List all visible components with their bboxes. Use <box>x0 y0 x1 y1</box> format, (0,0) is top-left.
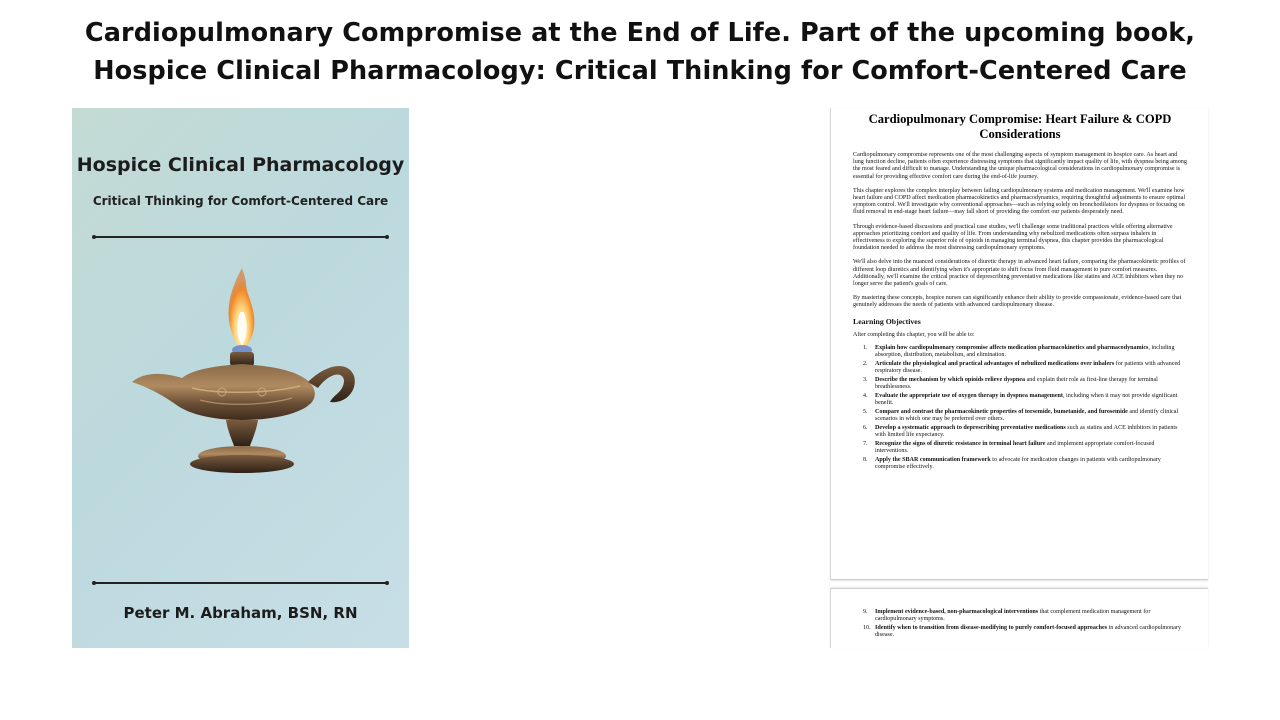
objective-number: 10. <box>863 625 871 631</box>
objective-bold-text: Identify when to transition from disease-modifying to purely comfort-focused approaches <box>875 625 1108 631</box>
objective-number: 8. <box>863 456 868 463</box>
cover-divider-bottom <box>94 582 387 584</box>
paragraph-3: Through evidence-based discussions and practical case studies, we'll challenge some traditional practices while offering alternative approaches prioritizing comfort and quality of life. From understanding why nebulized medications often surpass inhalers in effectiveness to exploring the superior role of opioids in managing terminal dyspnea, this chapter provides the pharmacological foundation needed to address the most distressing cardiopulmonary symptoms. <box>853 223 1173 252</box>
cover-title: Hospice Clinical Pharmacology <box>76 154 405 176</box>
objective-bold-text: Compare and contrast the pharmacokinetic properties of torsemide, bumetanide, and furosemide <box>875 408 1128 415</box>
objectives-heading: Learning Objectives <box>853 316 921 326</box>
headline-line-1: Cardiopulmonary Compromise at the End of Life. Part of the upcoming book, <box>84 18 1196 48</box>
objective-bold-text: Develop a systematic approach to deprescribing preventative medications <box>875 424 1066 431</box>
objective-number: 1. <box>863 344 868 351</box>
objective-text: such as statins and ACE inhibitors in patients with limited life expectancy. <box>875 424 1178 439</box>
document-body <box>853 152 1189 473</box>
objective-bold-text: Apply the SBAR communication framework <box>875 456 991 463</box>
objective-bold-text: Evaluate the appropriate use of oxygen therapy in dyspnea management <box>875 392 1063 399</box>
document-body-page-2 <box>853 609 1189 641</box>
objective-number: 4. <box>863 392 868 399</box>
cover-subtitle: Critical Thinking for Comfort-Centered Care <box>92 194 389 208</box>
objective-number: 6. <box>863 424 868 431</box>
objectives-list <box>853 345 1189 471</box>
objective-item <box>853 409 1189 423</box>
objective-item <box>853 393 1189 407</box>
objective-item <box>853 377 1189 391</box>
oil-lamp-image <box>122 268 362 488</box>
objective-text: in advanced cardiopulmonary disease. <box>875 625 1182 639</box>
objective-number: 3. <box>863 376 868 383</box>
objective-text: , including absorption, distribution, metabolism, and elimination. <box>875 344 1175 359</box>
objective-bold-text: Implement evidence-based, non-pharmacological interventions <box>875 609 1039 615</box>
objective-bold-text: Recognize the signs of diuretic resistance in terminal heart failure <box>875 440 1046 447</box>
objective-number: 5. <box>863 408 868 415</box>
cover-author: Peter M. Abraham, BSN, RN <box>123 604 358 622</box>
objective-item <box>853 345 1189 359</box>
objective-text: and identify clinical scenarios in which one may be preferred over others. <box>875 408 1179 423</box>
objective-text: and implement appropriate comfort-focused interventions. <box>875 440 1155 455</box>
objective-bold-text: Articulate the physiological and practical advantages of nebulized medications over inhalers <box>875 360 1115 367</box>
objectives-intro: After completing this chapter, you will be able to: <box>853 331 975 338</box>
book-cover <box>72 108 409 648</box>
objective-text: that complement medication management for cardiopulmonary symptoms. <box>875 609 1151 623</box>
document-page-1 <box>830 108 1208 580</box>
objective-text: and explain their role as first-line therapy for terminal breathlessness. <box>875 376 1158 391</box>
headline-line-2: Hospice Clinical Pharmacology: Critical Thinking for Comfort-Centered Care <box>93 56 1187 86</box>
document-page-2 <box>830 588 1208 648</box>
objective-text: for patients with advanced respiratory disease. <box>875 360 1181 375</box>
document-title: Cardiopulmonary Compromise: Heart Failure & COPD Considerations <box>868 112 1172 141</box>
objective-number: 2. <box>863 360 868 367</box>
objective-item <box>853 457 1189 471</box>
objective-item <box>853 441 1189 455</box>
objective-number: 9. <box>863 609 868 615</box>
objective-item <box>853 361 1189 375</box>
objective-text: , including when it may not provide significant benefit. <box>875 392 1178 407</box>
paragraph-2: This chapter explores the complex interplay between failing cardiopulmonary systems and medication management. We'll examine how heart failure and COPD affect medication pharmacokinetics and pharmacodynamics, requiring thoughtful adjustments to ensure optimal symptom control. We'll investigate why conventional approaches—such as relying solely on bronchodilators for dyspnea or focusing on fluid removal in end-stage heart failure—may fall short of providing the comfort our patients desperately need. <box>853 187 1186 216</box>
paragraph-5: By mastering these concepts, hospice nurses can significantly enhance their ability to provide compassionate, evidence-based care that genuinely addresses the needs of patients with advanced cardiopulmonary disease. <box>853 295 1182 309</box>
objective-bold-text: Explain how cardiopulmonary compromise affects medication pharmacokinetics and pharmacodynamics <box>875 344 1149 351</box>
objective-item <box>853 425 1189 439</box>
objective-item <box>853 609 1189 623</box>
objective-bold-text: Describe the mechanism by which opioids relieve dyspnea <box>875 376 1026 383</box>
paragraph-4: We'll also delve into the nuanced considerations of diuretic therapy in advanced heart failure, comparing the pharmacokinetic profiles of different loop diuretics and identifying when it's appropriate to shift focus from fluid management to pure comfort measures. Additionally, we'll examine the critical practice of deprescribing preventative medications like statins and ACE inhibitors when they no longer serve the patient's goals of care. <box>853 259 1186 288</box>
objective-number: 7. <box>863 440 868 447</box>
cover-divider-top <box>94 236 387 238</box>
objectives-list-continued <box>853 609 1189 639</box>
paragraph-1: Cardiopulmonary compromise represents one of the most challenging aspects of symptom management in hospice care. As heart and lung function decline, patients often experience distressing symptoms that significantly impact quality of life, with dyspnea being among the most feared and difficult to manage. Understanding the unique pharmacological considerations in cardiopulmonary compromise is essential for providing effective comfort care during the end-of-life journey. <box>853 152 1187 180</box>
objective-text: to advocate for medication changes in patients with cardiopulmonary compromise effectively. <box>875 456 1161 471</box>
headline <box>0 14 1280 90</box>
objective-item <box>853 625 1189 639</box>
